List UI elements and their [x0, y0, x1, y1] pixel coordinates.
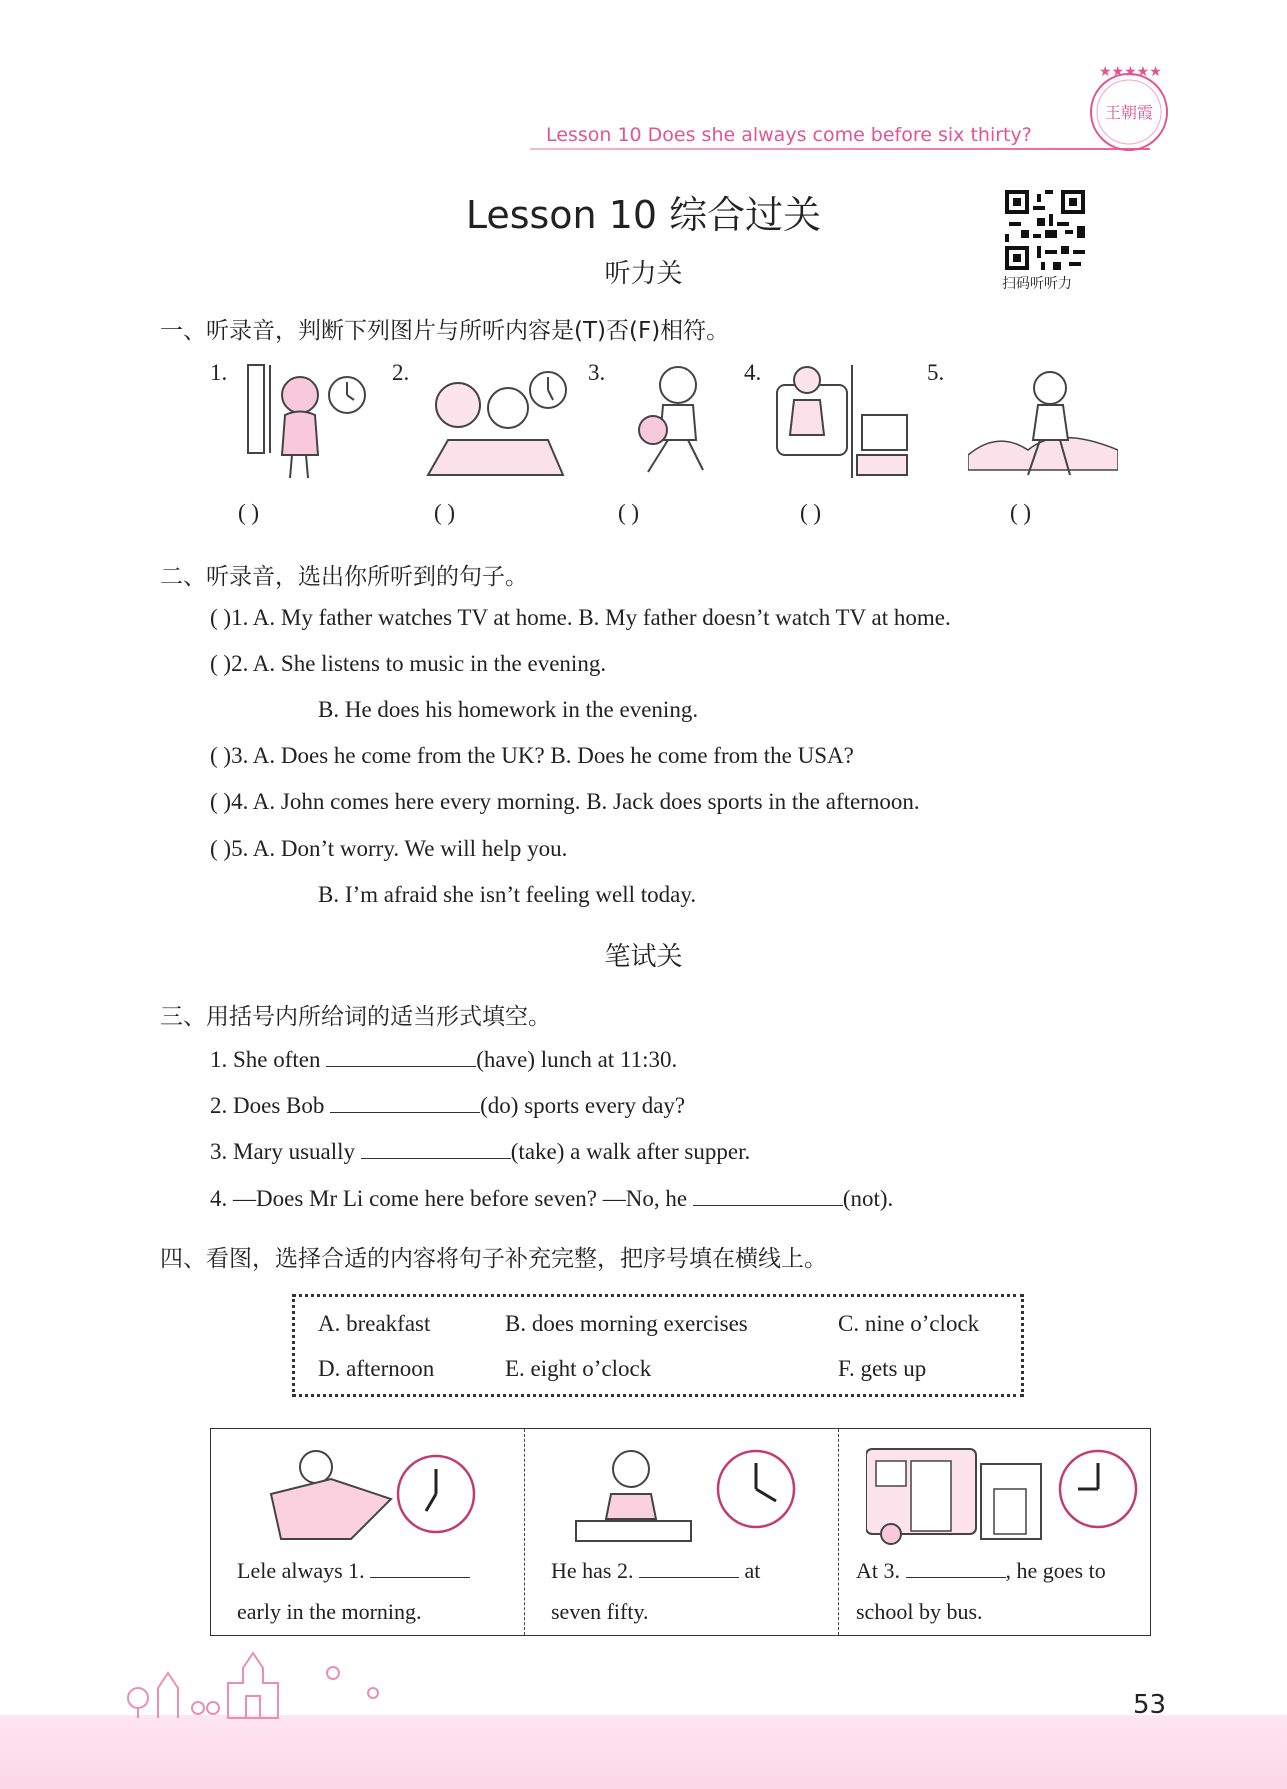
- svg-text:★★★★★: ★★★★★: [1099, 65, 1162, 80]
- fill-blank-item: 4. —Does Mr Li come here before seven? —No, he (not).: [210, 1183, 893, 1212]
- word-option: E. eight o’clock: [505, 1356, 652, 1381]
- picture-girl-walking-park: [968, 360, 1118, 485]
- word-option: A. breakfast: [318, 1311, 431, 1336]
- fill-blank-item: 1. She often (have) lunch at 11:30.: [210, 1044, 677, 1073]
- cell-sentence-line2: school by bus.: [856, 1599, 983, 1624]
- picture-number: 2.: [392, 360, 410, 385]
- word-option: B. does morning exercises: [505, 1311, 748, 1336]
- word-option: F. gets up: [838, 1356, 927, 1381]
- cell-sentence-line2: early in the morning.: [237, 1599, 422, 1624]
- header-rule: [530, 148, 1150, 150]
- answer-blank[interactable]: [693, 1183, 843, 1206]
- picture-number: 5.: [927, 360, 945, 385]
- page-number: 53: [1133, 1690, 1167, 1720]
- picture-number: 4.: [744, 360, 762, 385]
- picture-children-at-table-clock: [418, 360, 568, 485]
- answer-bracket[interactable]: ( ): [1010, 500, 1032, 525]
- writing-heading: 笔试关: [604, 942, 683, 972]
- question-line: ( )1. A. My father watches TV at home. B. My father doesn’t watch TV at home.: [210, 605, 951, 630]
- question-line: B. He does his homework in the evening.: [318, 697, 699, 722]
- fill-blank-item: 3. Mary usually (take) a walk after supper.: [210, 1136, 750, 1165]
- castle-decoration-icon: [118, 1648, 418, 1720]
- picture-number: 3.: [588, 360, 606, 385]
- picture-sentence-table: [210, 1428, 1151, 1636]
- answer-bracket[interactable]: ( ): [238, 500, 260, 525]
- section1-title: 一、听录音，判断下列图片与所听内容是(T)否(F)相符。: [160, 318, 730, 344]
- footer-band: [0, 1715, 1287, 1789]
- answer-blank[interactable]: [330, 1090, 480, 1113]
- question-line: B. I’m afraid she isn’t feeling well today.: [318, 882, 697, 907]
- question-line: ( )3. A. Does he come from the UK? B. Does he come from the USA?: [210, 743, 854, 768]
- section3-title: 三、用括号内所给词的适当形式填空。: [160, 1004, 551, 1030]
- word-option: D. afternoon: [318, 1356, 435, 1381]
- picture-boy-with-ball: [608, 360, 758, 485]
- answer-blank[interactable]: [639, 1557, 739, 1578]
- answer-bracket[interactable]: ( ): [800, 500, 822, 525]
- running-header: Lesson 10 Does she always come before six thirty?: [546, 124, 1032, 146]
- picture-boy-eating-breakfast-clock: [571, 1439, 841, 1549]
- answer-bracket[interactable]: ( ): [434, 500, 456, 525]
- question-line: ( )5. A. Don’t worry. We will help you.: [210, 836, 568, 861]
- fill-blank-item: 2. Does Bob (do) sports every day?: [210, 1090, 685, 1119]
- picture-number: 1.: [210, 360, 228, 385]
- section4-title: 四、看图，选择合适的内容将句子补充完整，把序号填在横线上。: [160, 1246, 827, 1272]
- cell-sentence-line1: At 3. , he goes to: [856, 1558, 1106, 1583]
- cell-sentence-line1: He has 2. at: [551, 1558, 761, 1583]
- svg-text:王朝霞: 王朝霞: [1104, 105, 1154, 122]
- answer-blank[interactable]: [361, 1136, 511, 1159]
- picture-girl-on-sofa-tv: [772, 360, 922, 485]
- answer-blank[interactable]: [906, 1557, 1006, 1578]
- answer-bracket[interactable]: ( ): [618, 500, 640, 525]
- picture-bus-school-clock: [866, 1439, 1146, 1549]
- qr-caption: 扫码听听力: [1002, 276, 1072, 292]
- page-title: Lesson 10 综合过关: [465, 193, 822, 237]
- section2-title: 二、听录音，选出你所听到的句子。: [160, 564, 528, 590]
- answer-blank[interactable]: [326, 1044, 476, 1067]
- word-bank-box: [292, 1294, 1024, 1397]
- cell-sentence-line2: seven fifty.: [551, 1599, 649, 1624]
- answer-blank[interactable]: [370, 1557, 470, 1578]
- cell-sentence-line1: Lele always 1.: [237, 1557, 470, 1584]
- listening-heading: 听力关: [604, 259, 683, 289]
- picture-girl-at-school-clock: [240, 360, 390, 485]
- word-option: C. nine o’clock: [838, 1311, 980, 1336]
- question-line: ( )2. A. She listens to music in the evening.: [210, 651, 607, 676]
- publisher-logo: [1075, 62, 1183, 156]
- question-line: ( )4. A. John comes here every morning. B. Jack does sports in the afternoon.: [210, 789, 920, 814]
- picture-boy-in-bed-clock: [261, 1439, 531, 1549]
